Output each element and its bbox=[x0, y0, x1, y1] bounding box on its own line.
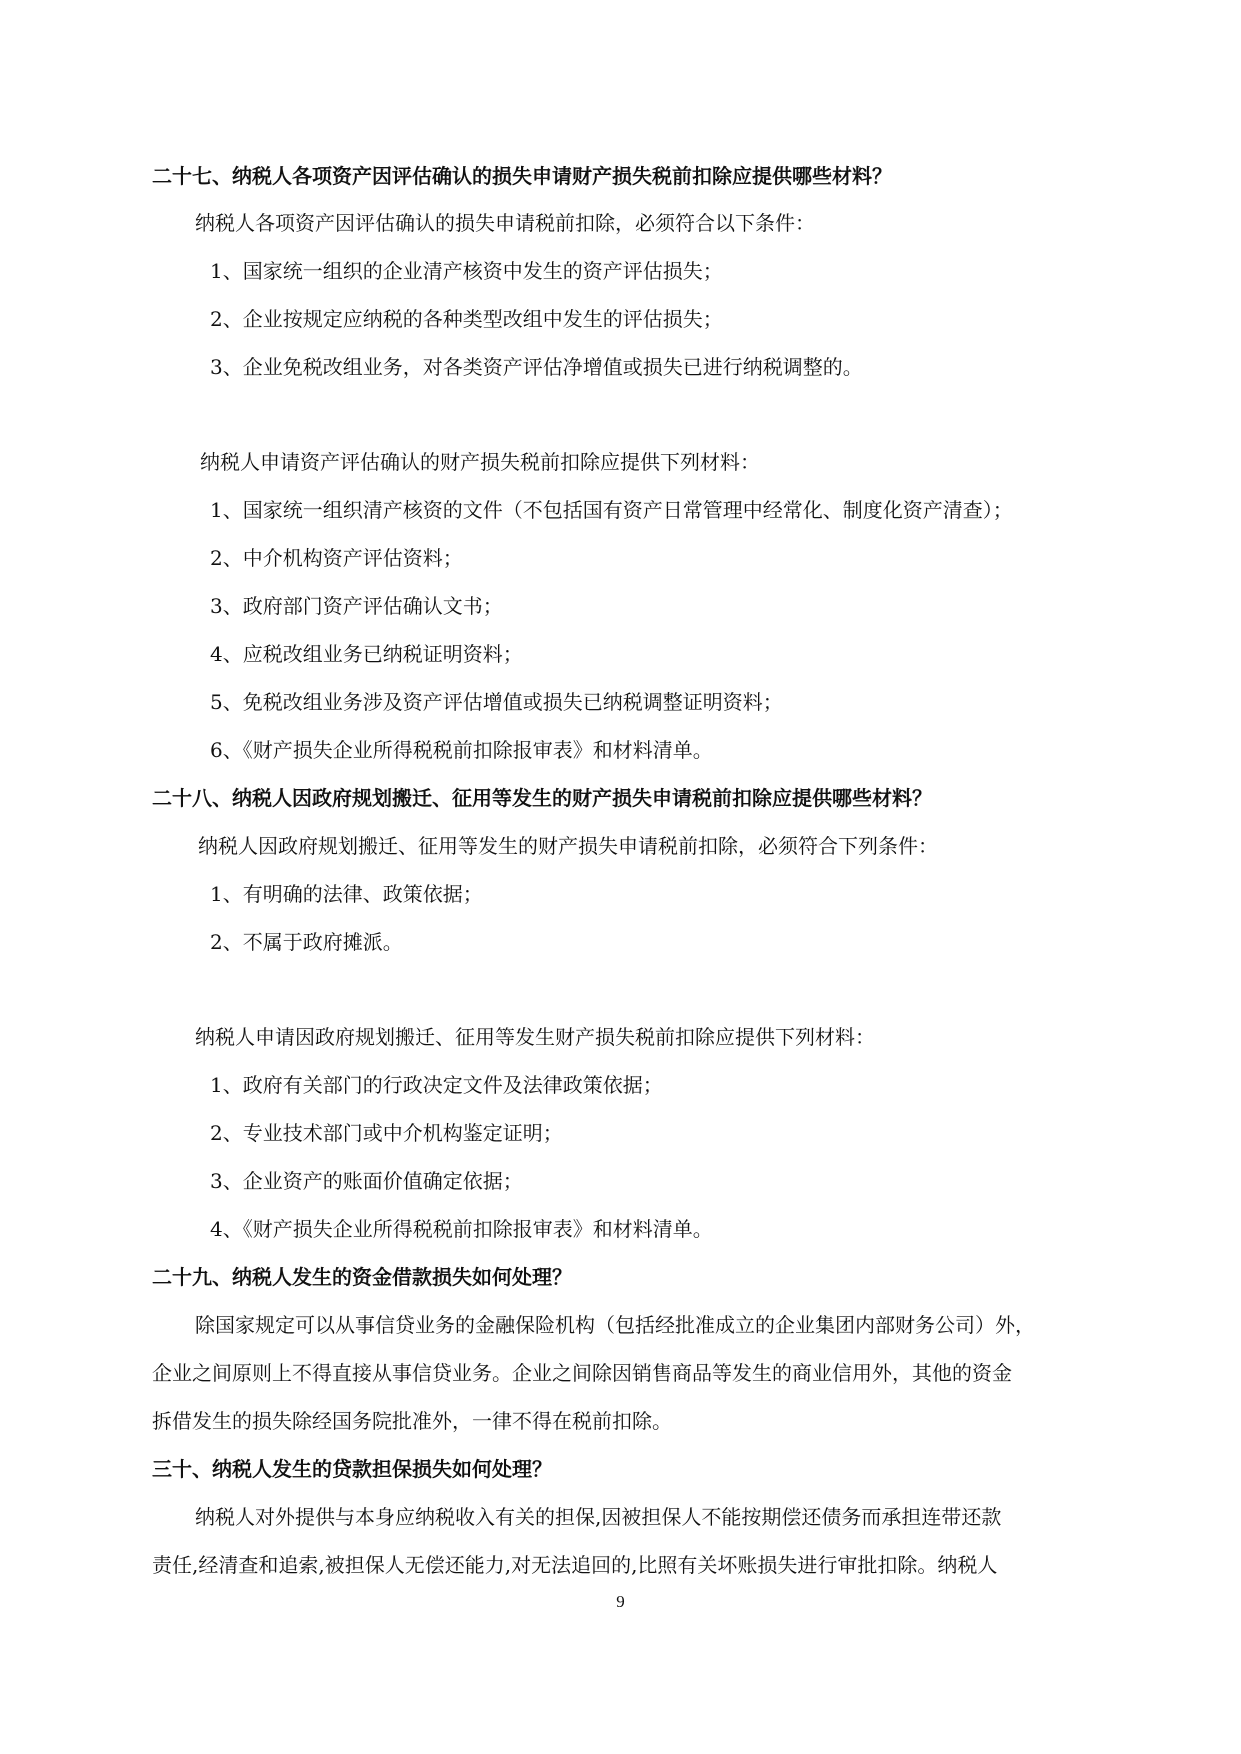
section-30-heading: 三十、纳税人发生的贷款担保损失如何处理？ bbox=[152, 1457, 552, 1481]
section-28-material-3: 3、企业资产的账面价值确定依据； bbox=[210, 1169, 523, 1193]
section-27-heading: 二十七、纳税人各项资产因评估确认的损失申请财产损失税前扣除应提供哪些材料？ bbox=[152, 164, 892, 188]
section-28-intro: 纳税人因政府规划搬迁、征用等发生的财产损失申请税前扣除，必须符合下列条件： bbox=[198, 834, 938, 858]
section-28-materials-intro: 纳税人申请因政府规划搬迁、征用等发生财产损失税前扣除应提供下列材料： bbox=[195, 1025, 875, 1049]
section-29-heading: 二十九、纳税人发生的资金借款损失如何处理？ bbox=[152, 1265, 572, 1289]
section-27-material-5: 5、免税改组业务涉及资产评估增值或损失已纳税调整证明资料； bbox=[210, 690, 783, 714]
section-28-condition-1: 1、有明确的法律、政策依据； bbox=[210, 882, 483, 906]
section-30-line-1: 纳税人对外提供与本身应纳税收入有关的担保,因被担保人不能按期偿还债务而承担连带还款 bbox=[195, 1505, 1002, 1529]
section-29-line-1: 除国家规定可以从事信贷业务的金融保险机构（包括经批准成立的企业集团内部财务公司）外， bbox=[195, 1313, 1035, 1337]
section-27-material-1: 1、国家统一组织清产核资的文件（不包括国有资产日常管理中经常化、制度化资产清查）； bbox=[210, 498, 1013, 522]
section-27-materials-intro: 纳税人申请资产评估确认的财产损失税前扣除应提供下列材料： bbox=[200, 450, 760, 474]
section-28-condition-2: 2、不属于政府摊派。 bbox=[210, 930, 403, 954]
page-number: 9 bbox=[616, 1592, 625, 1611]
section-28-material-4: 4、《财产损失企业所得税税前扣除报审表》和材料清单。 bbox=[210, 1217, 713, 1241]
section-27-material-3: 3、政府部门资产评估确认文书； bbox=[210, 594, 503, 618]
section-28-material-2: 2、专业技术部门或中介机构鉴定证明； bbox=[210, 1121, 563, 1145]
section-27-intro: 纳税人各项资产因评估确认的损失申请税前扣除，必须符合以下条件： bbox=[195, 211, 815, 235]
section-29-line-2: 企业之间原则上不得直接从事信贷业务。企业之间除因销售商品等发生的商业信用外，其他的资金 bbox=[152, 1361, 1012, 1385]
section-27-condition-2: 2、企业按规定应纳税的各种类型改组中发生的评估损失； bbox=[210, 307, 723, 331]
section-28-material-1: 1、政府有关部门的行政决定文件及法律政策依据； bbox=[210, 1073, 663, 1097]
section-27-material-2: 2、中介机构资产评估资料； bbox=[210, 546, 463, 570]
section-28-heading: 二十八、纳税人因政府规划搬迁、征用等发生的财产损失申请税前扣除应提供哪些材料？ bbox=[152, 786, 932, 810]
section-30-line-2: 责任,经清查和追索,被担保人无偿还能力,对无法追回的,比照有关坏账损失进行审批扣除。纳税人 bbox=[152, 1553, 998, 1577]
section-27-condition-1: 1、国家统一组织的企业清产核资中发生的资产评估损失； bbox=[210, 259, 723, 283]
section-27-material-4: 4、应税改组业务已纳税证明资料； bbox=[210, 642, 523, 666]
section-29-line-3: 拆借发生的损失除经国务院批准外，一律不得在税前扣除。 bbox=[152, 1409, 672, 1433]
section-27-material-6: 6、《财产损失企业所得税税前扣除报审表》和材料清单。 bbox=[210, 738, 713, 762]
section-27-condition-3: 3、企业免税改组业务，对各类资产评估净增值或损失已进行纳税调整的。 bbox=[210, 355, 863, 379]
